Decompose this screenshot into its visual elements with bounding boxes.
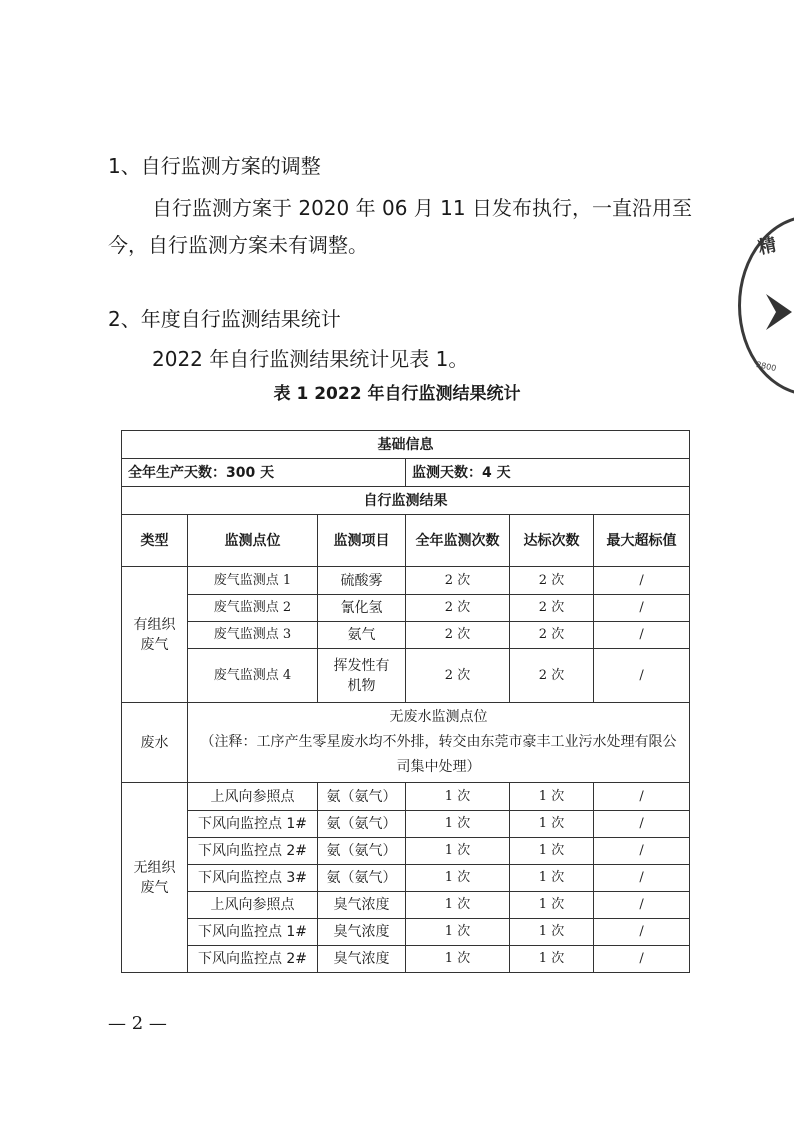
table-caption: 表 1 2022 年自行监测结果统计 (273, 384, 521, 404)
cell-item: 挥发性有机物 (318, 649, 406, 703)
seal-star-icon (764, 292, 794, 336)
cell-point: 上风向参照点 (188, 892, 318, 919)
section1-paragraph-line2: 今，自行监测方案未有调整。 (108, 233, 368, 257)
basic-info-title: 基础信息 (122, 431, 690, 459)
cell-max: / (594, 838, 690, 865)
cell-point: 下风向监控点 3# (188, 865, 318, 892)
wastewater-none: 无废水监测点位 (389, 709, 488, 725)
cell-max: / (594, 892, 690, 919)
cell-pass: 1 次 (510, 783, 594, 811)
cell-pass: 1 次 (510, 892, 594, 919)
cell-count: 1 次 (406, 811, 510, 838)
cell-item: 臭气浓度 (318, 919, 406, 946)
cell-item: 氰化氢 (318, 595, 406, 622)
seal-text: 精 (756, 234, 779, 259)
table-row (122, 622, 690, 649)
cell-point: 上风向参照点 (188, 783, 318, 811)
table-row (122, 946, 690, 973)
cell-pass: 1 次 (510, 865, 594, 892)
cell-pass: 2 次 (510, 595, 594, 622)
table-row (122, 865, 690, 892)
cell-max: / (594, 865, 690, 892)
cell-count: 2 次 (406, 622, 510, 649)
cell-pass: 1 次 (510, 946, 594, 973)
cell-max: / (594, 649, 690, 703)
cell-item: 氨气 (318, 622, 406, 649)
cell-count: 1 次 (406, 783, 510, 811)
monitoring-days: 监测天数：4 天 (406, 459, 690, 487)
col-header-count: 全年监测次数 (406, 515, 510, 567)
results-table (121, 430, 690, 973)
cell-max: / (594, 567, 690, 595)
table-row (122, 838, 690, 865)
type-wastewater: 废水 (122, 703, 188, 783)
cell-point: 下风向监控点 2# (188, 838, 318, 865)
cell-point: 下风向监控点 1# (188, 811, 318, 838)
cell-max: / (594, 946, 690, 973)
section2-paragraph: 2022 年自行监测结果统计见表 1。 (152, 347, 469, 371)
cell-item: 氨（氨气） (318, 865, 406, 892)
section2-heading: 2、年度自行监测结果统计 (108, 307, 341, 331)
cell-pass: 1 次 (510, 811, 594, 838)
cell-point: 废气监测点 4 (188, 649, 318, 703)
cell-count: 1 次 (406, 919, 510, 946)
type-unorganized: 无组织废气 (122, 783, 188, 973)
results-title: 自行监测结果 (122, 487, 690, 515)
col-header-item: 监测项目 (318, 515, 406, 567)
table-row (122, 595, 690, 622)
cell-max: / (594, 622, 690, 649)
cell-point: 下风向监控点 2# (188, 946, 318, 973)
type-organized: 有组织废气 (122, 567, 188, 703)
col-header-point: 监测点位 (188, 515, 318, 567)
production-days: 全年生产天数：300 天 (122, 459, 406, 487)
cell-count: 1 次 (406, 865, 510, 892)
cell-count: 2 次 (406, 595, 510, 622)
table-row (122, 567, 690, 595)
cell-count: 1 次 (406, 838, 510, 865)
cell-item: 氨（氨气） (318, 783, 406, 811)
cell-item: 臭气浓度 (318, 892, 406, 919)
table-row (122, 783, 690, 811)
cell-item: 硫酸雾 (318, 567, 406, 595)
cell-item: 氨（氨气） (318, 811, 406, 838)
table-row (122, 892, 690, 919)
cell-max: / (594, 919, 690, 946)
table-row (122, 811, 690, 838)
cell-item: 臭气浓度 (318, 946, 406, 973)
cell-pass: 2 次 (510, 649, 594, 703)
wastewater-note: （注释：工序产生零星废水均不外排，转交由东莞市豪丰工业污水处理有限公司集中处理） (200, 734, 677, 775)
cell-pass: 1 次 (510, 838, 594, 865)
cell-max: / (594, 595, 690, 622)
cell-max: / (594, 811, 690, 838)
cell-pass: 1 次 (510, 919, 594, 946)
table-row (122, 919, 690, 946)
cell-point: 废气监测点 1 (188, 567, 318, 595)
cell-count: 2 次 (406, 567, 510, 595)
cell-point: 废气监测点 2 (188, 595, 318, 622)
cell-pass: 2 次 (510, 622, 594, 649)
cell-pass: 2 次 (510, 567, 594, 595)
cell-count: 2 次 (406, 649, 510, 703)
cell-count: 1 次 (406, 946, 510, 973)
section1-heading: 1、自行监测方案的调整 (108, 154, 321, 178)
table-row (122, 703, 690, 783)
cell-count: 1 次 (406, 892, 510, 919)
cell-max: / (594, 783, 690, 811)
cell-item: 氨（氨气） (318, 838, 406, 865)
section1-paragraph-line1: 自行监测方案于 2020 年 06 月 11 日发布执行，一直沿用至 (152, 196, 692, 220)
table-row (122, 649, 690, 703)
wastewater-cell (188, 703, 690, 783)
col-header-max: 最大超标值 (594, 515, 690, 567)
cell-point: 废气监测点 3 (188, 622, 318, 649)
page-number: — 2 — (108, 1013, 167, 1034)
cell-point: 下风向监控点 1# (188, 919, 318, 946)
seal-number: 2800 (755, 359, 778, 374)
col-header-pass: 达标次数 (510, 515, 594, 567)
col-header-type: 类型 (122, 515, 188, 567)
